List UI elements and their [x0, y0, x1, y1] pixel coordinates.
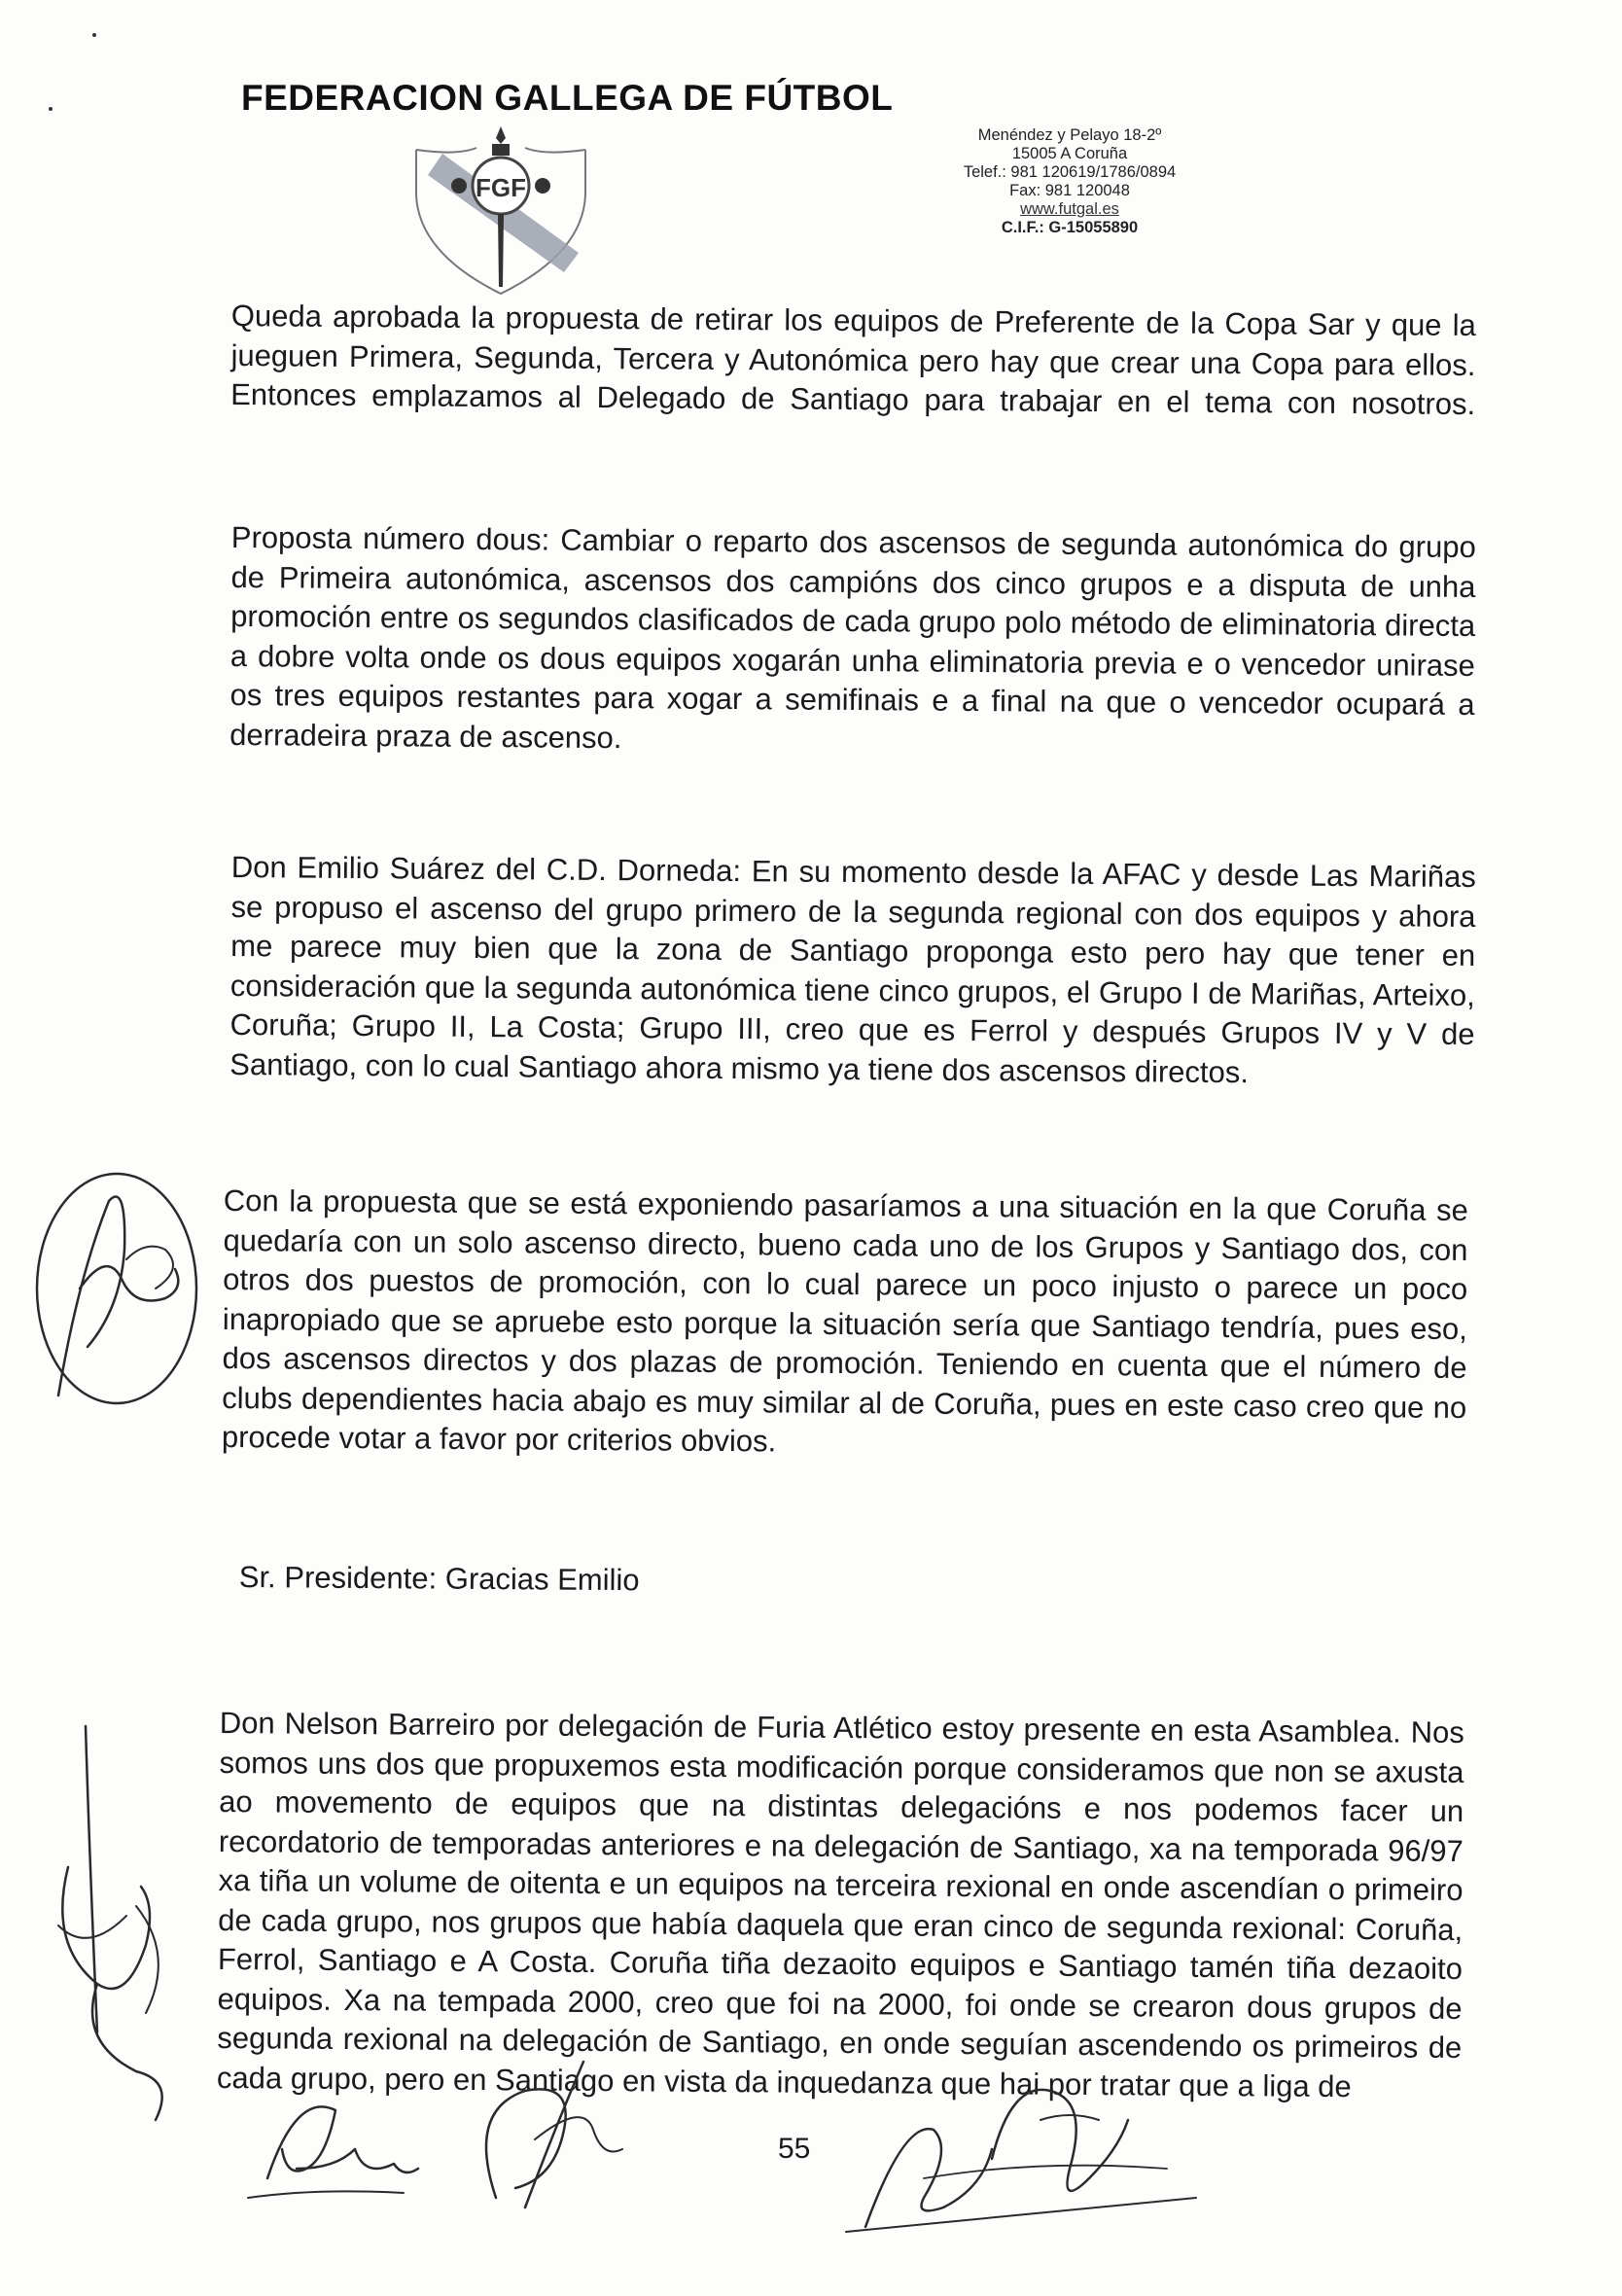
contact-website-link[interactable]: www.futgal.es	[1020, 200, 1119, 218]
margin-signature-lower	[39, 1721, 204, 2130]
contact-cif: C.I.F.: G-15055890	[1001, 219, 1139, 236]
contact-address: Menéndez y Pelayo 18-2º	[977, 126, 1162, 144]
page-number: 55	[778, 2133, 811, 2165]
crest-monogram: FGF	[476, 173, 526, 202]
paragraph-coruna-proposal: Con la propuesta que se está exponiendo pasaríamos a una situación en la que Coruña se quedaría con un solo ascenso directo, bueno cada uno de los Grupos y Santiago dos, con otros dos puestos de promoción, con lo cual parece un poco injusto o parece un poco inapropiado que se apruebe esto porque la situación sería que Santiago tendría, pues eso, dos ascensos directos y dos plazas de promoción. Teniendo en cuenta que el número de clubs dependientes hacia abajo es muy similar al de Coruña, pues en este caso creo que no procede votar a favor por criterios obvios.	[221, 1183, 1468, 1459]
scan-speck	[92, 33, 96, 37]
contact-phone: Telef.: 981 120619/1786/0894	[963, 163, 1177, 181]
scan-speck	[49, 107, 53, 111]
paragraph-copa-sar: Queda aprobada la propuesta de retirar los equipos de Preferente de la Copa Sar y que la jueguen Primera, Segunda, Tercera y Autonómica pero hay que crear una Copa para ellos. Entonces emplazamos al Delegado de Santiago para trabajar en el tema con nosotros.	[230, 298, 1476, 422]
organization-name: FEDERACION GALLEGA DE FÚTBOL	[241, 78, 894, 118]
contact-block	[924, 126, 1216, 237]
footer-signature-right	[846, 2062, 1196, 2246]
contact-city: 15005 A Coruña	[1011, 145, 1128, 162]
margin-signature-upper	[19, 1162, 204, 1425]
footer-signature-left	[238, 2071, 423, 2217]
footer-signature-middle	[457, 2052, 632, 2217]
paragraph-emilio-suarez: Don Emilio Suárez del C.D. Dorneda: En su momento desde la AFAC y desde Las Mariñas se propuso el ascenso del grupo primero de la segunda regional con dos equipos y ahora me parece muy bien que la zona de Santiago proponga esto pero hay que tener en consideración que la segunda autonómica tiene cinco grupos, el Grupo I de Mariñas, Arteixo, Coruña; Grupo II, La Costa; Grupo III, creo que es Ferrol y después Grupos IV y V de Santiago, con lo cual Santiago ahora mismo ya tiene dos ascensos directos.	[229, 849, 1476, 1089]
paragraph-proposta-dous: Proposta número dous: Cambiar o reparto dos ascensos de segunda autonómica do grupo de Primeira autonómica, ascensos dos campións dos cinco grupos e a disputa de unha promoción entre os segundos clasificados de cada grupo polo método de eliminatoria directa a dobre volta onde os dous equipos xogarán unha eliminatoria previa e o vencedor unirase os tres equipos restantes para xogar a semifinais e a final na que o vencedor ocupará a derradeira praza de ascenso.	[229, 519, 1476, 755]
paragraph-nelson-barreiro: Don Nelson Barreiro por delegación de Furia Atlético estoy presente en esta Asamblea. Nos somos uns dos que propuxemos esta modificación porque consideramos que non se axusta ao movemento de equipos que na distintas delegacións e nos podemos facer un recordatorio de temporadas anteriores e na delegación de Santiago, xa na temporada 96/97 xa tiña un volume de oitenta e un equipos na terceira rexional en onde ascendían o primeiro de cada grupo, nos grupos que había daquela que eran cinco de segunda rexional: Coruña, Ferrol, Santiago e A Costa. Coruña tiña dezaoito equipos e Santiago tamén tiña dezaoito equipos. Xa na tempada 2000, creo que foi na 2000, foi onde se crearon dous grupos de segunda rexional na delegación de Santiago, en onde seguían ascendendo os primeiros de cada grupo, pero en Santiago en vista da inquedanza que hai por tratar que a liga de	[216, 1705, 1464, 2103]
federation-crest-icon	[408, 126, 593, 301]
contact-fax: Fax: 981 120048	[1009, 182, 1130, 199]
paragraph-presidente: Sr. Presidente: Gracias Emilio	[238, 1559, 640, 1598]
